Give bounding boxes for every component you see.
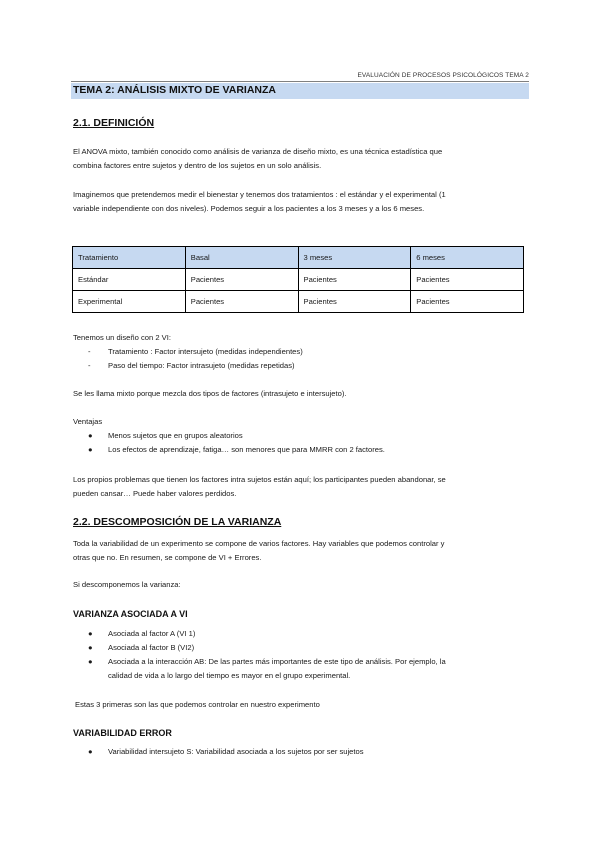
controllable-note: Estas 3 primeras son las que podemos controlar en nuestro experimento xyxy=(75,700,320,709)
list-item-continuation xyxy=(88,669,446,683)
list-item-text: Menos sujetos que en grupos aleatorios xyxy=(108,431,243,440)
list-item xyxy=(88,655,446,669)
example-paragraph xyxy=(73,188,446,216)
advantages-list xyxy=(88,429,385,457)
variance-intro-line: otras que no. En resumen, se compone de VI + Errores. xyxy=(73,553,262,562)
table-header-cell: 6 meses xyxy=(411,247,524,269)
list-item-text: Tratamiento : Factor intersujeto (medidas independientes) xyxy=(108,347,303,356)
table-header-row xyxy=(73,247,524,269)
error-variability-list xyxy=(88,745,364,759)
variance-intro-paragraph xyxy=(73,537,444,565)
decompose-text: Si descomponemos la varianza: xyxy=(73,580,181,589)
table-cell: Pacientes xyxy=(411,291,524,313)
topic-title: TEMA 2: ANÁLISIS MIXTO DE VARIANZA xyxy=(73,84,277,96)
mixed-reason: Se les llama mixto porque mezcla dos tipos de factores (intrasujeto e intersujeto). xyxy=(73,389,347,398)
definition-line: El ANOVA mixto, también conocido como análisis de varianza de diseño mixto, es una técnica estadística que xyxy=(73,147,443,156)
list-item xyxy=(88,359,303,373)
vi-variance-heading: VARIANZA ASOCIADA A VI xyxy=(73,609,188,619)
error-variability-heading: VARIABILIDAD ERROR xyxy=(73,728,172,738)
treatment-table xyxy=(72,246,524,313)
example-line: variable independiente con dos niveles). Podemos seguir a los pacientes a los 3 meses y a los 6 meses. xyxy=(73,204,425,213)
list-item-text: Asociada al factor A (VI 1) xyxy=(108,629,196,638)
table-header-cell: 3 meses xyxy=(298,247,411,269)
list-item-text: Asociada a la interacción AB: De las partes más importantes de este tipo de análisis. Por ejemplo, la xyxy=(108,657,446,666)
section-heading-descomposicion: 2.2. DESCOMPOSICIÓN DE LA VARIANZA xyxy=(73,516,282,528)
bullet-icon: ● xyxy=(88,747,93,756)
section-heading-definicion: 2.1. DEFINICIÓN xyxy=(73,117,155,129)
table-cell: Pacientes xyxy=(298,269,411,291)
dash-bullet: - xyxy=(88,361,91,370)
list-item-text: Asociada al factor B (VI2) xyxy=(108,643,195,652)
design-list xyxy=(88,345,303,373)
definition-paragraph xyxy=(73,145,442,173)
table-cell: Pacientes xyxy=(185,291,298,313)
list-item xyxy=(88,443,385,457)
advantages-label: Ventajas xyxy=(73,417,103,426)
running-header: EVALUACIÓN DE PROCESOS PSICOLÓGICOS TEMA 2 xyxy=(357,72,529,79)
table-header-cell: Tratamiento xyxy=(73,247,186,269)
design-intro: Tenemos un diseño con 2 VI: xyxy=(73,333,171,342)
bullet-icon: ● xyxy=(88,643,93,652)
list-item xyxy=(88,627,446,641)
topic-title-bar xyxy=(71,83,529,99)
dash-bullet: - xyxy=(88,347,91,356)
table-cell: Pacientes xyxy=(185,269,298,291)
table-cell: Experimental xyxy=(73,291,186,313)
table-row xyxy=(73,291,524,313)
problems-paragraph xyxy=(73,473,446,501)
problems-line: Los propios problemas que tienen los factores intra sujetos están aquí; los participantes pueden abandonar, se xyxy=(73,475,446,484)
definition-line: combina factores entre sujetos y dentro de los sujetos en un solo análisis. xyxy=(73,161,322,170)
bullet-icon: ● xyxy=(88,657,93,666)
problems-line: pueden cansar… Puede haber valores perdidos. xyxy=(73,489,237,498)
list-item xyxy=(88,345,303,359)
list-item-text: Paso del tiempo: Factor intrasujeto (medidas repetidas) xyxy=(108,361,295,370)
vi-variance-list xyxy=(88,627,446,683)
list-item xyxy=(88,429,385,443)
variance-intro-line: Toda la variabilidad de un experimento se compone de varios factores. Hay variables que podemos controlar y xyxy=(73,539,445,548)
table-cell: Estándar xyxy=(73,269,186,291)
bullet-icon: ● xyxy=(88,445,93,454)
list-item-text: calidad de vida a lo largo del tiempo es mayor en el grupo experimental. xyxy=(108,671,351,680)
table-cell: Pacientes xyxy=(411,269,524,291)
list-item xyxy=(88,745,364,759)
header-rule xyxy=(71,81,529,82)
list-item-text: Variabilidad intersujeto S: Variabilidad asociada a los sujetos por ser sujetos xyxy=(108,747,364,756)
table-cell: Pacientes xyxy=(298,291,411,313)
list-item xyxy=(88,641,446,655)
table-header-cell: Basal xyxy=(185,247,298,269)
example-line: Imaginemos que pretendemos medir el bienestar y tenemos dos tratamientos : el estándar y el experimental (1 xyxy=(73,190,446,199)
bullet-icon: ● xyxy=(88,431,93,440)
table-row xyxy=(73,269,524,291)
list-item-text: Los efectos de aprendizaje, fatiga… son menores que para MMRR con 2 factores. xyxy=(108,445,385,454)
bullet-icon: ● xyxy=(88,629,93,638)
